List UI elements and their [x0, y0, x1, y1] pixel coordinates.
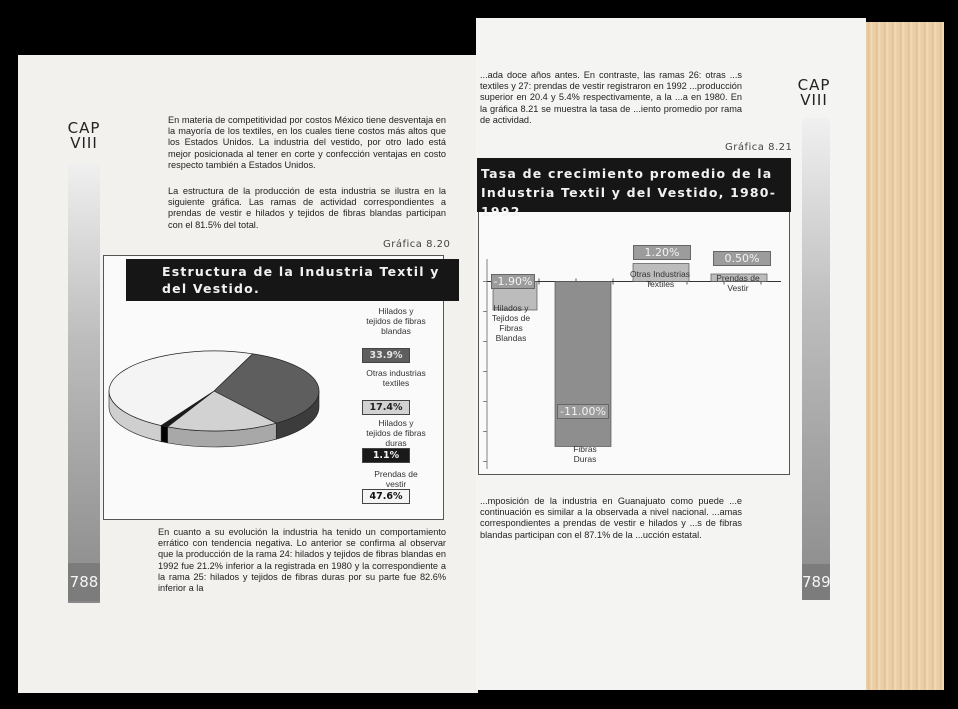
page-number: 789	[802, 573, 831, 591]
pie-chart-frame	[103, 255, 444, 520]
chapter-sidebar	[68, 163, 100, 603]
legend-value: 17.4%	[362, 400, 410, 415]
bar-category-label: Prendas de Vestir	[716, 273, 760, 293]
figure-label: Gráfica 8.21	[725, 142, 793, 153]
bar-category-label: Fibras Duras	[573, 444, 597, 464]
chart-title: Estructura de la Industria Textil y del Vestido.	[126, 259, 459, 301]
legend-label: Prendas de vestir	[374, 469, 418, 489]
legend-value: 33.9%	[362, 348, 410, 363]
chapter-number: VIII	[800, 91, 828, 109]
chapter-label	[796, 78, 832, 108]
chart-title: Tasa de crecimiento promedio de la Industria Textil y del Vestido, 1980-1992	[477, 158, 791, 212]
pie-slice-side	[161, 426, 167, 443]
body-paragraph-1: ...ada doce años antes. En contraste, las ramas 26: otras ...s textiles y 27: prendas de vestir registraron en 1992 ...producción superior en 20.4 y 5.4% respectivamente, a la ...a en 1980. En la gráfica 8.21 se muestra la tasa de ...iento promedio por rama de actividad.	[480, 70, 742, 125]
legend-value: 1.1%	[362, 448, 410, 463]
chapter-number: VIII	[70, 134, 98, 152]
bar-value-label: 1.20%	[633, 245, 691, 260]
chapter-cap: CAP	[67, 119, 101, 137]
legend-label: Hilados y tejidos de fibras duras	[366, 418, 426, 448]
bar-value-label: -11.00%	[557, 404, 609, 419]
figure-label: Gráfica 8.20	[383, 239, 451, 250]
chapter-sidebar	[802, 118, 830, 600]
body-paragraph-2: La estructura de la producción de esta industria se ilustra en la siguiente gráfica. Las ramas de actividad correspondientes a prendas de vestir e hilados y tejidos de fibras blandas participan con el 81.5% del total.	[168, 186, 446, 230]
bar	[555, 282, 611, 447]
right-page	[476, 18, 866, 690]
page-number-box	[802, 564, 830, 600]
legend-value: 47.6%	[362, 489, 410, 504]
chapter-cap: CAP	[797, 76, 831, 94]
chapter-label	[66, 121, 102, 151]
bar-value-label: 0.50%	[713, 251, 771, 266]
left-page	[18, 55, 478, 693]
bar-category-label: Otras Industrias Textiles	[630, 269, 690, 289]
body-paragraph-3: En cuanto a su evolución la industria ha tenido un comportamiento errático con tendencia negativa. Lo anterior se confirma al observar que la producción de la rama 24: hilados y tejidos de fibras blandas en 1992 fue 21.2% inferior a la registrada en 1980 y la correspondiente a la rama 25: hilados y tejidos de fibras duras por su parte fue 82.6% inferior a la	[158, 527, 446, 594]
page-edges	[866, 22, 944, 690]
body-paragraph-1: En materia de competitividad por costos México tiene desventaja en la mayoría de los textiles, en los cuales tiene costos más altos que los Estados Unidos. La industria del vestido, por otro lado está mejor posicionada al tener en corte y confección ventajas en costo respecto también a Estados Unidos.	[168, 115, 446, 170]
bar-chart-frame	[478, 158, 790, 475]
bar-value-label: -1.90%	[491, 274, 535, 289]
body-paragraph-2: ...mposición de la industria en Guanajuato como puede ...e continuación es similar a la observada a nivel nacional. ...amas correspondientes a prendas de vestir e hilados y ...s de fibras blandas participan con el 87.1% de la ...ucción estatal.	[480, 496, 742, 540]
legend-label: Otras industrias textiles	[366, 368, 426, 388]
legend-label: Hilados y tejidos de fibras blandas	[366, 306, 426, 336]
page-number: 788	[69, 573, 99, 591]
bar-category-label: Hilados y Tejidos de Fibras Blandas	[491, 303, 531, 343]
page-number-box	[68, 563, 100, 601]
pie-group	[109, 351, 319, 447]
